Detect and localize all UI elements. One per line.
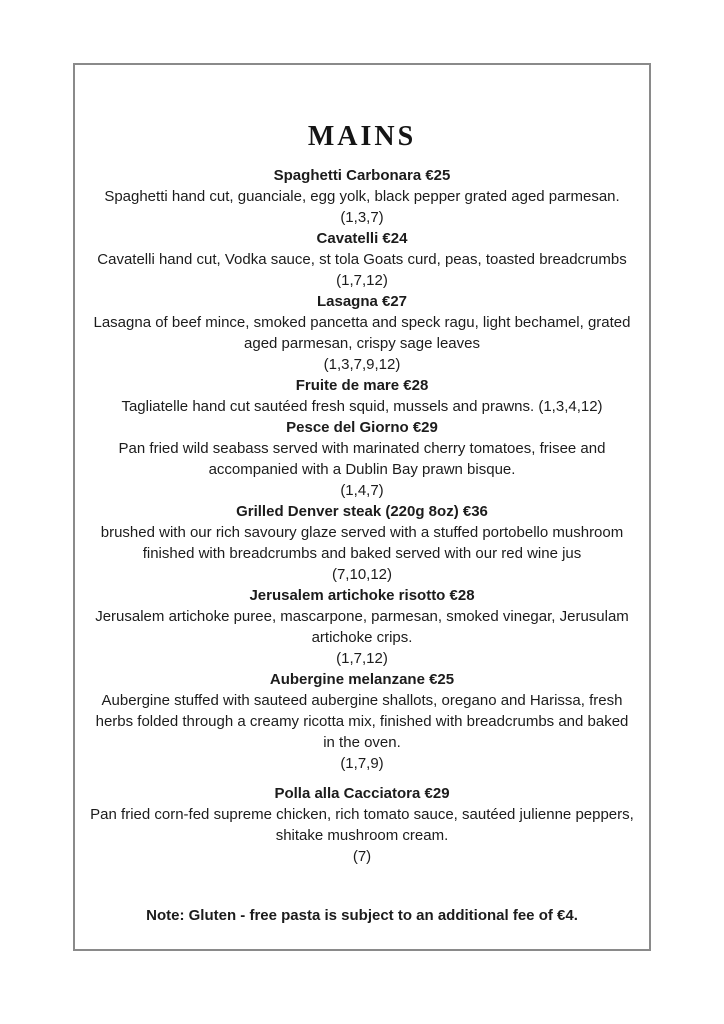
menu-item-description: brushed with our rich savoury glaze served with a stuffed portobello mushroom finished with breadcrumbs and baked served with our red wine jus: [100, 524, 624, 562]
menu-item-name: Polla alla Cacciatora €29: [274, 785, 450, 802]
menu-item-name: Pesce del Giorno €29: [286, 419, 438, 436]
menu-item-allergens: (7,10,12): [331, 566, 393, 583]
menu-item-description: Pan fried corn-fed supreme chicken, rich tomato sauce, sautéed julienne peppers, shitake mushroom cream.: [90, 806, 634, 844]
menu-item-description: Aubergine stuffed with sauteed aubergine shallots, oregano and Harissa, fresh herbs folded through a creamy ricotta mix, finished with breadcrumbs and baked in the oven.: [95, 692, 629, 751]
menu-item-description: Jerusalem artichoke puree, mascarpone, parmesan, smoked vinegar, Jerusulam artichoke crips.: [95, 608, 629, 646]
menu-item-description: Cavatelli hand cut, Vodka sauce, st tola Goats curd, peas, toasted breadcrumbs: [97, 251, 627, 268]
menu-item-name: Spaghetti Carbonara €25: [273, 167, 451, 184]
menu-item-description: Tagliatelle hand cut sautéed fresh squid, mussels and prawns. (1,3,4,12): [121, 398, 603, 415]
menu-item-name: Cavatelli €24: [316, 230, 408, 247]
menu-item-name: Jerusalem artichoke risotto €28: [249, 587, 475, 604]
menu-items-list: [75, 165, 649, 867]
menu-item-name: Aubergine melanzane €25: [269, 671, 455, 688]
menu-item-fruite-de-mare: [90, 375, 634, 417]
menu-item-allergens: (1,3,7): [340, 209, 384, 226]
menu-item-allergens: (1,7,12): [336, 272, 388, 289]
menu-item-allergens: (7): [352, 848, 372, 865]
menu-item-aubergine-melanzane: [90, 669, 634, 774]
menu-item-allergens: (1,3,7,9,12): [323, 356, 401, 373]
menu-item-name: Lasagna €27: [316, 293, 408, 310]
menu-item-description: Spaghetti hand cut, guanciale, egg yolk, black pepper grated aged parmesan.: [104, 188, 620, 205]
menu-item-allergens: (1,4,7): [340, 482, 384, 499]
menu-section-title: MAINS: [307, 121, 417, 152]
menu-item-name: Fruite de mare €28: [295, 377, 429, 394]
menu-item-polla-alla-cacciatora: [90, 783, 634, 867]
menu-item-allergens: (1,7,9): [340, 755, 384, 772]
menu-card: [73, 63, 651, 951]
menu-item-description: Pan fried wild seabass served with marinated cherry tomatoes, frisee and accompanied with a Dublin Bay prawn bisque.: [118, 440, 606, 478]
menu-item-name: Grilled Denver steak (220g 8oz) €36: [236, 503, 488, 520]
menu-item-spaghetti-carbonara: [90, 165, 634, 228]
gluten-note: Note: Gluten - free pasta is subject to an additional fee of €4.: [146, 907, 578, 924]
menu-item-jerusalem-artichoke-risotto: [90, 585, 634, 669]
menu-item-cavatelli: [90, 228, 634, 291]
menu-item-grilled-denver-steak: [90, 501, 634, 585]
menu-item-description: Lasagna of beef mince, smoked pancetta and speck ragu, light bechamel, grated aged parmesan, crispy sage leaves: [93, 314, 631, 352]
menu-item-pesce-del-giorno: [90, 417, 634, 501]
menu-item-allergens: (1,7,12): [336, 650, 388, 667]
menu-item-lasagna: [90, 291, 634, 375]
